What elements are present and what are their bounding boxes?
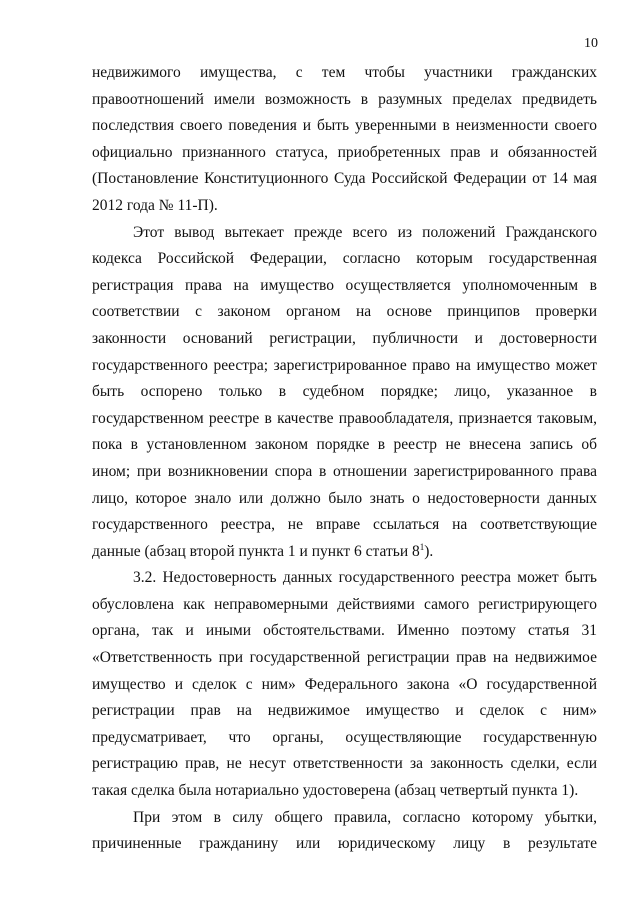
text-line: пока в установленном законом порядке в реестр не внесена запись об <box>92 436 597 454</box>
text-line: Этот вывод вытекает прежде всего из положений Гражданского <box>133 223 597 241</box>
text-line: лицо, которое знало или должно было знать о недостоверности данных <box>92 489 597 507</box>
text-line: регистрация права на имущество осуществляется уполномоченным в <box>92 276 597 294</box>
text-line: регистрацию прав, не несут ответственности за законность сделки, если <box>92 755 597 773</box>
text-line: 3.2. Недостоверность данных государственного реестра может быть <box>133 569 597 587</box>
text-line: ином; при возникновении спора в отношении зарегистрированного права <box>92 462 597 480</box>
text-line: государственного реестра, не вправе ссылаться на соответствующие <box>92 516 597 534</box>
page-number: 10 <box>584 36 598 51</box>
text-line: последствия своего поведения и быть уверенными в неизменности своего <box>92 117 597 135</box>
text-line: (Постановление Конституционного Суда Российской Федерации от 14 мая <box>92 170 597 188</box>
text-line: обусловлена как неправомерными действиями самого регистрирующего <box>92 595 597 613</box>
text-line: соответствии с законом органом на основе принципов проверки <box>92 303 597 321</box>
text-line: быть оспорено только в судебном порядке; лицо, указанное в <box>92 383 597 401</box>
text-line: такая сделка была нотариально удостоверена (абзац четвертый пункта 1). <box>92 782 579 800</box>
text-line: правоотношений имели возможность в разумных пределах предвидеть <box>92 90 597 108</box>
text-line: имущество и сделок с ним» Федерального закона «О государственной <box>92 675 597 693</box>
paragraph-4 <box>92 805 597 858</box>
text-line: кодекса Российской Федерации, согласно которым государственная <box>92 250 597 268</box>
text-line: государственном реестре в качестве правообладателя, признается таковым, <box>92 409 597 427</box>
text-line: государственного реестра; зарегистрированное право на имущество может <box>92 356 597 374</box>
text-line: «Ответственность при государственной регистрации прав на недвижимое <box>92 649 597 667</box>
text-line-with-footnote <box>92 539 597 566</box>
text-fragment: данные (абзац второй пункта 1 и пункт 6 статьи 8 <box>92 542 420 560</box>
text-line: официально признанного статуса, приобретенных прав и обязанностей <box>92 143 597 161</box>
text-line: При этом в силу общего правила, согласно которому убытки, <box>133 808 597 826</box>
text-line: 2012 года № 11-П). <box>92 196 218 214</box>
text-line: регистрации прав на недвижимое имущество и сделок с ним» <box>92 702 597 720</box>
paragraph-1 <box>92 60 597 220</box>
text-line: законности оснований регистрации, публичности и достоверности <box>92 329 597 347</box>
text-line: предусматривает, что органы, осуществляющие государственную <box>92 728 597 746</box>
text-line: причиненные гражданину или юридическому лицу в результате <box>92 835 597 853</box>
document-body <box>92 60 597 858</box>
text-line: недвижимого имущества, с тем чтобы участники гражданских <box>92 64 597 81</box>
paragraph-2 <box>92 220 597 566</box>
paragraph-3 <box>92 565 597 804</box>
text-line: органа, так и иными обстоятельствами. Именно поэтому статья 31 <box>92 622 597 640</box>
text-fragment: ). <box>424 542 434 560</box>
footnote-superscript: 1 <box>419 541 425 552</box>
